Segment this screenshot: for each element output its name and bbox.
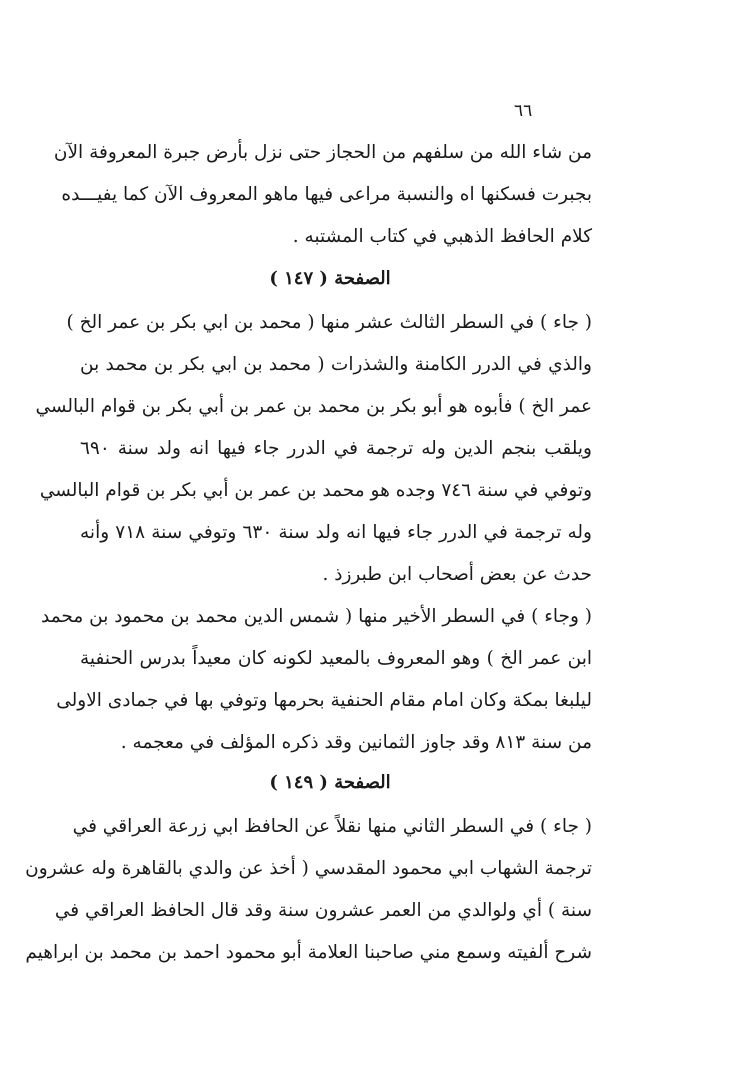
text-line: والذي في الدرر الكامنة والشذرات ( محمد بن ابي بكر بن محمد بن [80,354,592,375]
page-number: ٦٦ [514,101,533,121]
text-line: من سنة ٨١٣ وقد جاوز الثمانين وقد ذكره المؤلف في معجمه . [120,732,592,753]
text-line: وله ترجمة في الدرر جاء فيها انه ولد سنة ٦٣٠ وتوفي سنة ٧١٨ وأنه [80,522,592,543]
text-line: سنة ) أي ولوالدي من العمر عشرون سنة وقد قال الحافظ العراقي في [54,900,592,921]
text-line: ويلقب بنجم الدين وله ترجمة في الدرر جاء فيها انه ولد سنة ٦٩٠ [80,438,592,459]
text-line: شرح ألفيته وسمع مني صاحبنا العلامة أبو محمود احمد بن محمد بن ابراهيم [25,942,592,963]
section-heading-147: الصفحة ( ١٤٧ ) [269,268,391,289]
text-line: بجبرت فسكنها اه والنسبة مراعى فيها ماهو المعروف الآن كما يفيـــده [61,184,592,205]
text-line: ( وجاء ) في السطر الأخير منها ( شمس الدين محمد بن محمود بن محمد [40,606,592,627]
text-line: ( جاء ) في السطر الثاني منها نقلاً عن الحافظ ابي زرعة العراقي في [72,816,592,837]
section-heading-149: الصفحة ( ١٤٩ ) [269,772,391,793]
text-line: ليلبغا بمكة وكان امام مقام الحنفية بحرمها وتوفي بها في جمادى الاولى [56,690,592,711]
text-line: وتوفي في سنة ٧٤٦ وجده هو محمد بن عمر بن أبي بكر بن قوام البالسي [39,480,592,501]
text-line: حدث عن بعض أصحاب ابن طبرزذ . [322,564,592,585]
text-line: ابن عمر الخ ) وهو المعروف بالمعيد لكونه كان معيداً بدرس الحنفية [80,648,592,669]
text-line: ترجمة الشهاب ابي محمود المقدسي ( أخذ عن والدي بالقاهرة وله عشرون [25,858,592,879]
text-line: كلام الحافظ الذهبي في كتاب المشتبه . [292,226,592,247]
text-line: من شاء الله من سلفهم من الحجاز حتى نزل بأرض جبرة المعروفة الآن [53,142,592,163]
text-line: عمر الخ ) فأبوه هو أبو بكر بن محمد بن عمر بن أبي بكر بن قوام البالسي [35,396,592,417]
text-line: ( جاء ) في السطر الثالث عشر منها ( محمد بن ابي بكر بن عمر الخ ) [66,312,592,333]
